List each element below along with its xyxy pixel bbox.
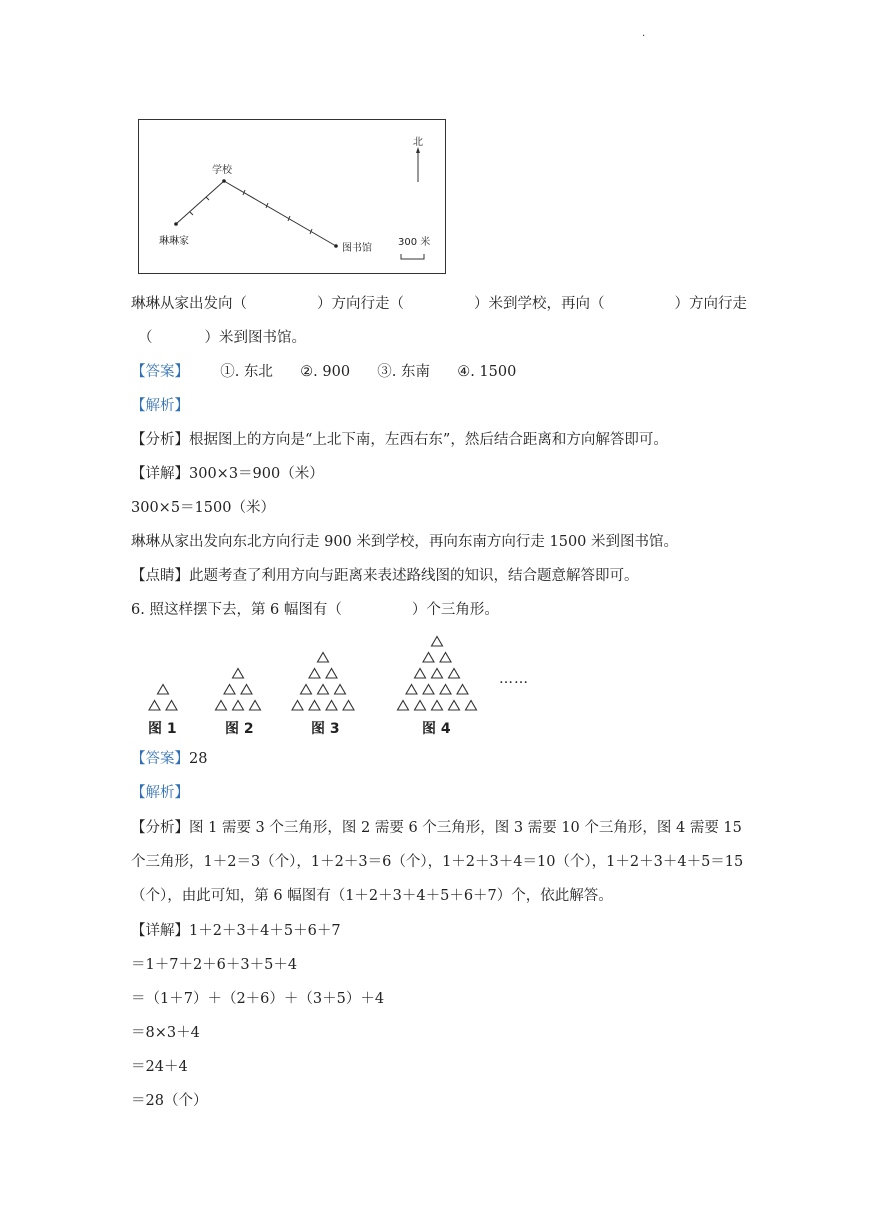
triangle-icon	[309, 700, 320, 710]
q6-analysis1	[131, 818, 742, 838]
q6-analysis3: （个），由此可知，第 6 幅图有（1＋2＋3＋4＋5＋6＋7）个，依此解答。	[131, 888, 613, 904]
analysis-text: 根据图上的方向是“上北下南，左西右东”，然后结合距离和方向解答即可。	[189, 432, 668, 448]
q6-analysis-tag: 【分析】	[131, 820, 189, 836]
q6-detail4: ＝8×3＋4	[131, 1025, 200, 1041]
q6-analysis-text1: 图 1 需要 3 个三角形，图 2 需要 6 个三角形，图 3 需要 10 个三角形，图 4 需要 15	[189, 820, 742, 836]
triangle-icon	[233, 668, 244, 678]
north-label: 北	[413, 137, 423, 148]
triangle-icon	[398, 700, 409, 710]
q5-comment	[131, 566, 639, 586]
triangle-icon	[406, 684, 417, 694]
scale-label: 300 米	[398, 237, 431, 248]
q5-text-c: ）米到学校，再向（	[474, 296, 605, 312]
home-label: 琳琳家	[159, 236, 189, 247]
q6-detail2: ＝1＋7＋2＋6＋3＋5＋4	[131, 957, 298, 973]
triangle-icon	[309, 668, 320, 678]
triangle-icon	[440, 652, 451, 662]
ellipsis: ……	[499, 671, 529, 687]
answer-3: ③. 东南	[377, 364, 430, 380]
triangle-icon	[301, 684, 312, 694]
comment-text: 此题考查了利用方向与距离来表述路线图的知识，结合题意解答即可。	[189, 568, 639, 584]
comment-tag: 【点睛】	[131, 568, 189, 584]
q5-detail3: 琳琳从家出发向东北方向行走 900 米到学校，再向东南方向行走 1500 米到图书馆。	[131, 534, 679, 550]
triangle-icon	[318, 684, 329, 694]
triangle-icon	[224, 684, 235, 694]
q6-detail1	[131, 921, 341, 941]
figure-label-4: 图 4	[422, 721, 451, 737]
library-label: 图书馆	[342, 243, 372, 254]
answer-1: ①. 东北	[220, 364, 273, 380]
q6-analysis2: 个三角形，1＋2＝3（个），1＋2＋3＝6（个），1＋2＋3＋4＝10（个），1＋2＋3＋4＋5＝15	[131, 854, 744, 870]
triangle-icon	[457, 684, 468, 694]
route-map-lines	[139, 120, 447, 275]
q6-prompt	[131, 600, 499, 620]
triangle-icon	[343, 700, 354, 710]
q5-line1	[131, 294, 747, 314]
triangle-icon	[335, 684, 346, 694]
triangle-icon	[326, 668, 337, 678]
q5-text-e: （	[138, 330, 153, 346]
q6-text-a: 6. 照这样摆下去，第 6 幅图有（	[131, 602, 342, 618]
q5-text-d: ）方向行走	[674, 296, 747, 312]
figure-label-3: 图 3	[311, 721, 340, 737]
triangle-icon	[415, 668, 426, 678]
answer-4: ④. 1500	[457, 364, 517, 380]
q6-answer	[131, 749, 207, 769]
corner-mark: .	[642, 28, 646, 39]
q6-detail6: ＝28（个）	[131, 1093, 208, 1109]
figure-label-1: 图 1	[148, 721, 177, 737]
triangle-icon	[440, 684, 451, 694]
answer-tag: 【答案】	[131, 364, 189, 380]
triangle-icon	[166, 700, 177, 710]
school-label: 学校	[212, 165, 232, 176]
triangle-icon	[149, 700, 160, 710]
triangle-icon	[318, 652, 329, 662]
q6-detail5: ＝24＋4	[131, 1059, 188, 1075]
q6-answer-value: 28	[189, 751, 208, 767]
triangle-icon	[250, 700, 261, 710]
triangle-icon	[241, 684, 252, 694]
q6-detail-text1: 1＋2＋3＋4＋5＋6＋7	[189, 923, 341, 939]
triangle-icon	[216, 700, 227, 710]
q5-text-a: 琳琳从家出发向（	[131, 296, 247, 312]
analysis-tag: 【分析】	[131, 432, 189, 448]
q6-text-b: ）个三角形。	[411, 602, 499, 618]
q5-detail1	[131, 464, 324, 484]
q5-text-b: ）方向行走（	[317, 296, 404, 312]
triangle-icon	[423, 684, 434, 694]
q5-answer-line	[131, 362, 516, 382]
detail-tag: 【详解】	[131, 466, 189, 482]
triangle-icon	[432, 668, 443, 678]
triangle-icon	[449, 700, 460, 710]
q6-detail3: ＝（1＋7）＋（2＋6）＋（3＋5）＋4	[131, 991, 385, 1007]
triangle-icon	[432, 700, 443, 710]
triangle-icon	[449, 668, 460, 678]
route-map	[138, 119, 446, 274]
answer-2: ②. 900	[300, 364, 351, 380]
triangle-icon	[292, 700, 303, 710]
q6-detail-tag: 【详解】	[131, 923, 189, 939]
triangle-icon	[466, 700, 477, 710]
q5-analysis	[131, 430, 668, 450]
q5-text-f: ）米到图书馆。	[204, 330, 306, 346]
triangle-icon	[423, 652, 434, 662]
triangle-icon	[233, 700, 244, 710]
triangle-icon	[415, 700, 426, 710]
q6-jiexi-tag: 【解析】	[131, 785, 189, 801]
triangle-icon	[326, 700, 337, 710]
triangle-icon	[158, 684, 169, 694]
q5-detail2: 300×5＝1500（米）	[131, 500, 275, 516]
figure-label-2: 图 2	[225, 721, 254, 737]
triangle-icon	[432, 636, 443, 646]
q5-jiexi-tag: 【解析】	[131, 398, 189, 414]
detail-text: 300×3＝900（米）	[189, 466, 324, 482]
q6-answer-tag: 【答案】	[131, 751, 189, 767]
q5-line2	[138, 328, 306, 348]
